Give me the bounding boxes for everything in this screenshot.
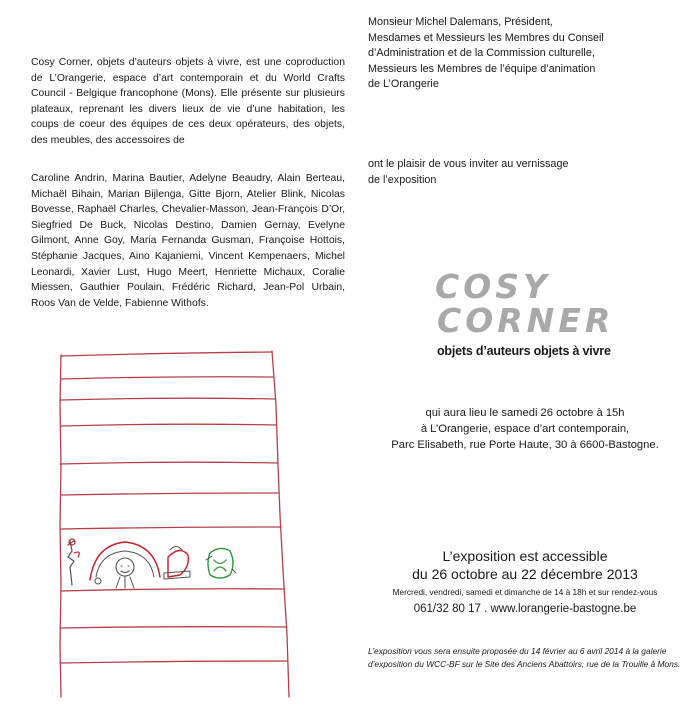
- shelf-line: [61, 377, 274, 379]
- recipient-line: d’Administration et de la Commission culturelle,: [368, 47, 595, 59]
- recipient-line: de L’Orangerie: [368, 78, 439, 90]
- logo-tagline: objets d’auteurs objets à vivre: [437, 344, 611, 358]
- access-title: L’exposition est accessible: [442, 548, 608, 564]
- shelf-line: [61, 352, 272, 356]
- invitation-text: [368, 157, 688, 188]
- arc-figure: [90, 542, 160, 580]
- cosy-corner-logo: [435, 267, 625, 358]
- lamp-figure: [68, 541, 74, 585]
- venue-details: [360, 405, 690, 453]
- recipient-line: Monsieur Michel Dalemans, Président,: [368, 16, 553, 28]
- chair-figure: [168, 550, 188, 577]
- venue-line: Parc Elisabeth, rue Porte Haute, 30 à 6600-Bastogne.: [391, 439, 659, 451]
- invite-line: de l’exposition: [368, 173, 437, 186]
- venue-line: qui aura lieu le samedi 26 octobre à 15h: [425, 407, 625, 419]
- shelf-line: [60, 661, 287, 663]
- shelf-line: [60, 462, 278, 464]
- shelf-line: [60, 627, 286, 628]
- designers-list: Caroline Andrin, Marina Bautier, Adelyne Beaudry, Alain Berteau, Michaël Bihain, Marian Bijlenga, Gitte Bjorn, Atelier Blink, Nicolas Bovesse, Raphaël Charles, Chevalier-Masson, Jean-François D’Or, Siegfried De Buck, Nicolas Destino, Damien Gernay, Evelyne Gilmont, Anne Goy, Maria Fernanda Gusman, Françoise Hottois, Stéphanie Jacques, Aino Kajaniemi, Vincent Kempenaers, Michel Leonardi, Xavier Lust, Hugo Meert, Henriette Michaux, Coralie Miessen, Gauthier Poulain, Frédéric Richard, Jean-Pol Urbain, Roos Van de Velde, Fabienne Withofs.: [31, 173, 345, 309]
- opening-hours: Mercredi, vendredi, samedi et dimanche de 14 à 18h et sur rendez-vous: [392, 587, 658, 597]
- recipient-line: Messieurs les Membres de l’équipe d’animation: [368, 62, 596, 75]
- stack-drawing-illustration: [40, 345, 350, 700]
- shelf-line: [61, 424, 276, 426]
- access-dates: du 26 octobre au 22 décembre 2013: [412, 566, 638, 582]
- venue-line: à L’Orangerie, espace d’art contemporain,: [420, 423, 630, 435]
- character-face: [116, 558, 134, 576]
- later-exhibition-note: L’exposition vous sera ensuite proposée du 14 février au 6 avril 2014 à la galerie d’exposition du WCC-BF sur le Site des Anciens Abattoirs, rue de la Trouille à Mons.: [368, 646, 681, 669]
- logo-word-corner: CORNER: [437, 301, 615, 340]
- shelf-line: [61, 398, 275, 400]
- recipient-line: Mesdames et Messieurs les Membres du Conseil: [368, 31, 604, 44]
- stack-right-edge: [272, 351, 289, 697]
- invite-line: ont le plaisir de vous inviter au vernissage: [368, 158, 569, 170]
- intro-paragraph: Cosy Corner, objets d’auteurs objets à vivre, est une coproduction de L’Orangerie, espace d’art contemporain et du World Crafts Council - Belgique francophone (Mons). Elle présente sur plusieurs plateaux, reprenant les divers lieux de vie d’une habitation, les coups de coeur des équipes de ces deux opérateurs, des objets, des meubles, des accessoires de: [31, 57, 345, 146]
- stack-left-edge: [60, 355, 61, 697]
- shelf-line: [60, 527, 281, 529]
- logo-word-cosy: COSY: [435, 267, 551, 306]
- recipients-block: [368, 15, 688, 93]
- shelf-line: [61, 493, 279, 495]
- exhibition-access: [360, 547, 690, 617]
- shelf-line: [61, 589, 284, 591]
- contact-info: 061/32 80 17 . www.lorangerie-bastogne.be: [413, 603, 637, 615]
